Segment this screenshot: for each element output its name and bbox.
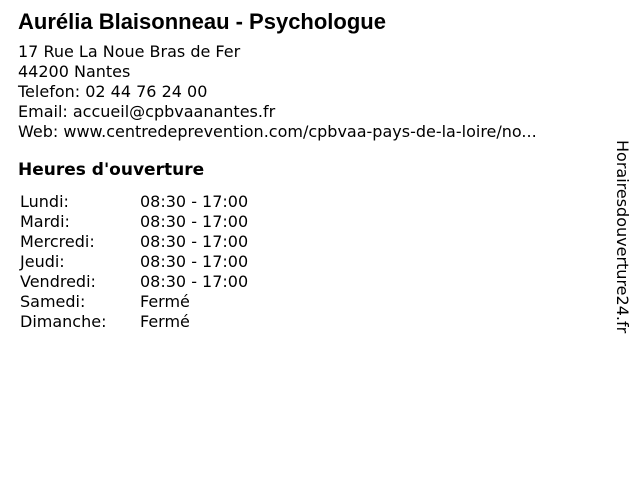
hours-value: 08:30 - 17:00 [140,252,249,271]
hours-row-tuesday [20,212,248,232]
hours-value: Fermé [140,312,190,331]
day-label: Mercredi: [20,232,95,251]
hours-row-saturday [20,292,248,312]
hours-value: 08:30 - 17:00 [140,212,249,231]
hours-row-sunday [20,312,248,332]
site-watermark: Horairesdouverture24.fr [613,140,632,334]
day-label: Samedi: [20,292,86,311]
day-label: Dimanche: [20,312,107,331]
day-label: Lundi: [20,192,69,211]
business-name-title: Aurélia Blaisonneau - Psychologue [18,9,386,34]
address-city: 44200 Nantes [18,62,131,81]
hours-row-friday [20,272,248,292]
hours-value: Fermé [140,292,190,311]
opening-hours-heading: Heures d'ouverture [18,160,205,180]
opening-hours-table [20,192,248,332]
phone-line: Telefon: 02 44 76 24 00 [18,82,208,101]
hours-value: 08:30 - 17:00 [140,272,249,291]
web-line: Web: www.centredeprevention.com/cpbvaa-pays-de-la-loire/no... [18,122,537,141]
hours-value: 08:30 - 17:00 [140,232,249,251]
hours-row-thursday [20,252,248,272]
day-label: Vendredi: [20,272,96,291]
address-street: 17 Rue La Noue Bras de Fer [18,42,241,61]
contact-block [18,42,537,142]
day-label: Jeudi: [20,252,65,271]
email-line: Email: accueil@cpbvaanantes.fr [18,102,276,121]
day-label: Mardi: [20,212,70,231]
hours-value: 08:30 - 17:00 [140,192,249,211]
hours-row-monday [20,192,248,212]
hours-row-wednesday [20,232,248,252]
